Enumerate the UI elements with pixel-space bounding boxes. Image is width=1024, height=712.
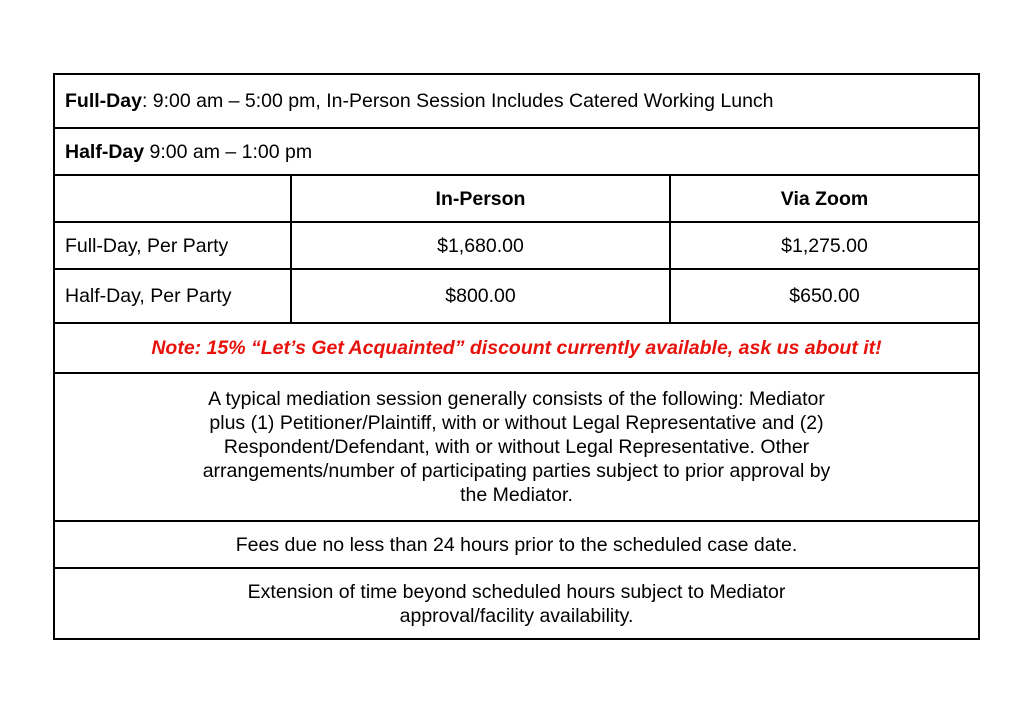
full-day-row <box>54 74 979 128</box>
full-day-cell <box>54 74 979 128</box>
extension-row <box>54 568 979 639</box>
half-day-cell <box>54 128 979 175</box>
pricing-zoom-value: $1,275.00 <box>670 222 979 269</box>
pricing-header-row <box>54 175 979 222</box>
pricing-row-label: Full-Day, Per Party <box>54 222 291 269</box>
full-day-label: Full-Day <box>65 90 142 112</box>
pricing-header-in-person: In-Person <box>291 175 670 222</box>
half-day-hours: 9:00 am – 1:00 pm <box>144 140 313 163</box>
pricing-row-label: Half-Day, Per Party <box>54 269 291 323</box>
pricing-zoom-value: $650.00 <box>670 269 979 323</box>
typical-session-row <box>54 373 979 521</box>
extension-text: Extension of time beyond scheduled hours subject to Mediator approval/facility availability. <box>247 580 786 627</box>
half-day-label: Half-Day <box>65 140 145 163</box>
pricing-in-person-value: $800.00 <box>291 269 670 323</box>
pricing-in-person-value: $1,680.00 <box>291 222 670 269</box>
fees-due-row <box>54 521 979 568</box>
discount-note: Note: 15% “Let’s Get Acquainted” discount currently available, ask us about it! <box>54 323 979 373</box>
pricing-row-half-day <box>54 269 979 323</box>
fee-schedule-table <box>53 73 980 640</box>
half-day-row <box>54 128 979 175</box>
pricing-row-full-day <box>54 222 979 269</box>
note-row <box>54 323 979 373</box>
full-day-hours: : 9:00 am – 5:00 pm, In-Person Session Includes Catered Working Lunch <box>141 90 774 112</box>
pricing-header-empty <box>54 175 291 222</box>
extension-cell <box>54 568 979 639</box>
pricing-header-zoom: Via Zoom <box>670 175 979 222</box>
fees-due-text: Fees due no less than 24 hours prior to the scheduled case date. <box>54 521 979 568</box>
typical-session-cell <box>54 373 979 521</box>
typical-session-text: A typical mediation session generally consists of the following: Mediator plus (1) Petitioner/Plaintiff, with or without Legal Representative and (2) Respondent/Defendant, with or without Legal Representative. Other arrangements/number of participating parties subject to prior approval by the Mediator. <box>202 388 831 506</box>
